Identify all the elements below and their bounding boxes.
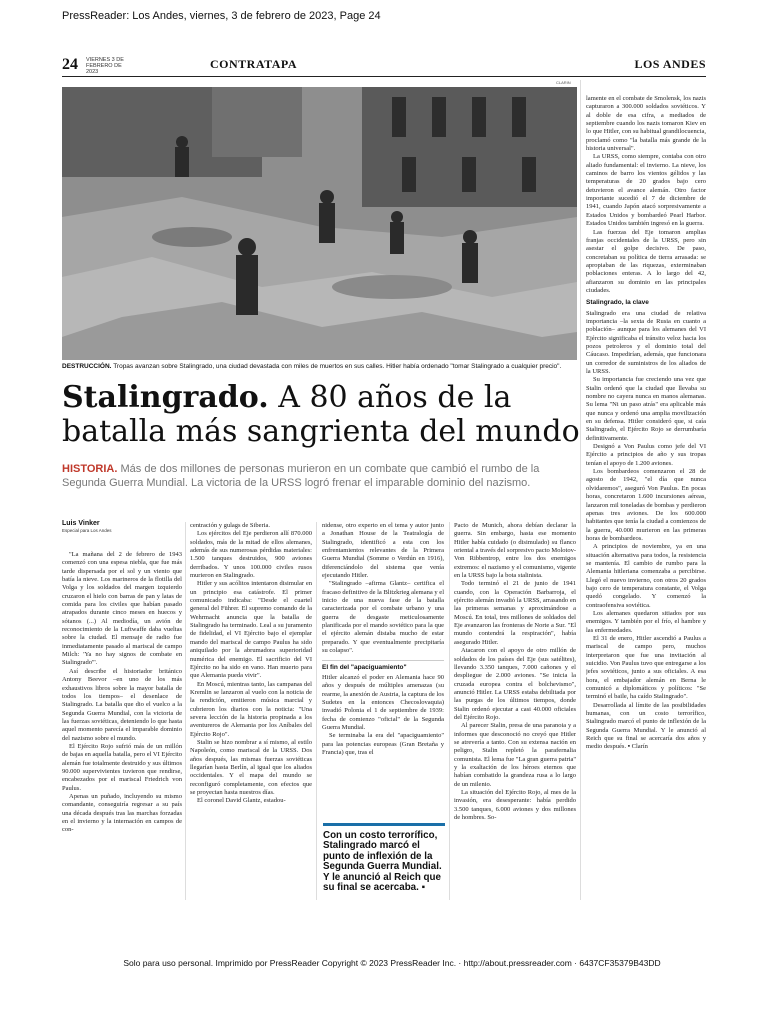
pressreader-header: PressReader: Los Andes, viernes, 3 de febrero de 2023, Page 24 (62, 10, 381, 22)
paragraph: Todo terminó el 21 de junio de 1941 cuando, con la Operación Barbarroja, el ejército alemán invadió la URSS, arrasando en las primeras semanas y aproximándose a Moscú. En total, tres millones de soldados del Eje avanzaron las fronteras de Norte a Sur. "El mundo contendrá la respiración", había asegurado Hitler. (454, 580, 576, 646)
column-4 (454, 522, 576, 822)
paragraph: Hitler y sus acólitos intentaron disimular en un principio esa catástrofe. El primer comunicado indicaba: "Desde el cuartel general del Führer. El supremo comando de la Wehrmacht anuncia que la batalla de Stalingrado ha terminado. Leal a su juramento de fidelidad, el VI Ejército bajo el ejemplar mando del mariscal de campo Paulus ha sido aniquilado por la abrumadora superioridad numérica del enemigo. El sacrificio del VI Ejército no ha sido en vano. Han muerto para que Alemania pueda vivir". (190, 580, 312, 680)
byline-role: Especial para Los Andes (62, 528, 112, 533)
column-divider (580, 80, 581, 900)
paragraph: Apenas un puñado, incluyendo su mismo comandante, conseguiría regresar a su país una década después tras las marchas forzadas en el invierno y la internación en campos de con- (62, 792, 182, 834)
paragraph: Al parecer Stalin, presa de una paranoia y a informes que desconoció no creyó que Hitler se atrevería a tanto. Con su extensa nación en peligro, Stalin repletó la parafernalia comunista. El lema fue "La gran guerra patria" y la exaltación de los héroes eternos que habían combatido la grandeza rusa a lo largo de un milenio. (454, 722, 576, 788)
pressreader-footer: Solo para uso personal. Imprimido por PressReader Copyright © 2023 PressReader Inc. · http://about.pressreader.com · 6437CF35379B43DD (123, 958, 661, 968)
paragraph: nidense, otro experto en el tema y autor junto a Jonathan House de la Teatralogía de Stalingrado, identificó a esta con los enfrentamientos relevantes de la Primera Guerra Mundial (Somme o Verdún en 1916), diferenciándolo del sistema que venía ejecutando Hitler. (322, 522, 444, 580)
page-number: 24 (62, 56, 78, 73)
paragraph: Stalin se hizo nombrar a sí mismo, al estilo Napoleón, como mariscal de la URSS. Dos años después, las mismas fuerzas soviéticas llegarían hasta Berlín, al igual que los aliados occidentales. Y el mapa del mundo se reconfiguró completamente, con efectos que se proyectan hasta nuestros días. (190, 738, 312, 796)
paragraph: Desarrollada al límite de las posibilidades humanas, con un costo terrorífico, Stalingrado marcó el punto de inflexión de la Segunda Guerra Mundial. Y le anunció al Reich que su final se acercaría dos años y medio después. ▪ Clarín (586, 701, 706, 751)
column-2 (190, 522, 312, 806)
deck-kicker: HISTORIA. (62, 463, 118, 475)
folio-date-line1: VIERNES 3 DE (86, 57, 124, 63)
paragraph: Se terminaba la era del "apaciguamiento" para las potencias europeas (Gran Bretaña y Francia) que, tras el (322, 732, 444, 756)
paragraph: centración y gulags de Siberia. (190, 522, 270, 529)
deck (62, 463, 567, 490)
paragraph: Pacto de Munich, ahora debían declarar la guerra. Sin embargo, hasta ese momento Hitler había cuidado (o disimulado) su flanco oriental a través del sorpresivo pacto Molotov-Von Ribbentrop, entre los dos enemigos extremos: el nazismo y el comunismo, vigente en la URSS bajo la bota stalinista. (454, 522, 576, 580)
paragraph: Su importancia fue creciendo una vez que Stalin ordenó que la ciudad que llevaba su nombre no cayera nunca en manos alemanas. Su lema "Ni un paso atrás" era aplicable más que nunca y ordenó una amplia movilización en su defensa. Hitler consideró que, si caía Stalingrado, el Ejército Rojo se derrumbaría definitivamente. (586, 376, 706, 442)
subheading: Stalingrado, la clave (586, 299, 649, 307)
photo-credit: CLARIN (556, 80, 571, 85)
paragraph: "Stalingrado –afirma Glantz– certifica el fracaso definitivo de la Blitzkrieg alemana y el inicio de una nueva fase de la batalla caracterizada por el combate urbano y una guerra de desgaste meticulosamente planificada por el mando soviético para la que el ejército alemán distaba mucho de estar preparado. Y que eventualmente precipitaría su colapso". (322, 580, 444, 655)
paragraph: Así describe el historiador británico Antony Beevor –en uno de los más exhaustivos libros sobre la mayor batalla de todos los tiempos– el desenlace de Stalingrado. La batalla que dio el vuelco a la Segunda Guerra Mundial, con la victoria de las fuerzas soviéticas, deteniendo lo que hasta aquel momento parecía el imparable dominio del nazismo sobre el mundo. (62, 667, 182, 742)
paragraph: El 31 de enero, Hitler ascendió a Paulus a mariscal de campo pero, muchos interpretaron que fue una invitación al suicidio. Von Paulus tuvo que entregarse a los jefes soviéticos, junto a sus oficiales. A esa hora, el embajador alemán en Berna le comunicó a diplomáticos y políticos: "Se terminó el baile, ha caído Stalingrado". (586, 635, 706, 701)
pull-quote: Con un costo terrorífico, Stalingrado marcó el punto de inflexión de la Segunda Guerra Mundial. Y le anunció al Reich que su final se acercaba. ▪ (323, 823, 445, 893)
column-divider (185, 522, 186, 900)
column-5 (586, 95, 706, 752)
paragraph: Los bombardeos comenzaron el 28 de agosto de 1942, "el día que nunca olvidaremos", aseguró Von Paulus. En pocas horas, concretaron 1.600 incursiones aéreas, lanzaron mil toneladas de bombas y perdieron apenas tres aviones. De los 600.000 habitantes que tenía la ciudad a comienzos de la guerra, 40.000 murieron en las primeras horas de bombardeos. (586, 468, 706, 542)
folio-bar (62, 54, 706, 77)
folio-date (86, 57, 134, 75)
paragraph: Designó a Von Paulus como jefe del VI Ejército a principios de año y sus tropas tenían el apoyo de 1.200 aviones. (586, 443, 706, 467)
headline-bold: Stalingrado. (62, 380, 269, 415)
caption-text: Tropas avanzan sobre Stalingrado, una ciudad devastada con miles de muertos en sus calles. Hitler había ordenado "tomar Stalingrado a cualquier precio". (113, 363, 562, 370)
paragraph: Los alemanes quedaron sitiados por sus enemigos. Y también por el frío, el hambre y las enfermedades. (586, 609, 706, 634)
paragraph: Atacaron con el apoyo de otro millón de soldados de los países del Eje (sus satélites), llevando 3.350 tanques, 7.000 cañones y el despliegue de 2.000 aviones. "Se inicia la cruzada europea contra el bolchevismo", anunció Hitler. La URSS estaba debilitada por las purgas de los últimos tiempos, donde Stalin ordenó ejecutar a casi 40.000 oficiales del Ejército Rojo. (454, 647, 576, 721)
caption-label: DESTRUCCIÓN. (62, 363, 112, 370)
byline (62, 520, 182, 533)
subheading: El fin del "apaciguamiento" (322, 660, 444, 672)
section-title: CONTRATAPA (210, 57, 297, 71)
paragraph: "La mañana del 2 de febrero de 1943 comenzó con una espesa niebla, que fue más tarde dispersada por el sol y un viento que batía la nieve. Los marineros de la flotilla del Volga y los soldados del margen izquierdo cruzaron el hielo con barras de pan y latas de comida para los civiles que habían pasado atrapados durante cinco meses en huecos y sótanos (...) Al mediodía, un avión de reconocimiento de la Luftwaffe daba vueltas sobre la ciudad. El mensaje de radio fue inmediatamente pasado al mariscal de campo Milch: 'Ya no hay signos de combate en Stalingrado'". (62, 551, 182, 667)
paragraph: A principios de noviembre, ya en una situación alternativa para todos, la resistencia se mantenía. El cambio de rumbo para la Alemania hitleriana comenzaba a percibirse. Llegó el nuevo invierno, con otros 20 grados bajo cero de temperatura constante, el Volga quedó congelado. Y comenzó la contraofensiva soviética. (586, 543, 706, 609)
brand-logo: LOS ANDES (634, 57, 706, 71)
war-photo (62, 87, 577, 360)
headline-rest: A 80 años de la batalla más sangrienta del mundo (62, 380, 580, 449)
ruins-illustration (62, 87, 577, 360)
paragraph: La situación del Ejército Rojo, al mes de la invasión, era desesperante: había perdido 3.500 tanques, 6.000 aviones y dos millones de hombres. So- (454, 789, 576, 822)
byline-name: Luis Vinker (62, 520, 100, 527)
photo-caption (62, 362, 577, 371)
paragraph: La URSS, como siempre, contaba con otro aliado fundamental: el invierno. La nieve, los caminos de barro los vientos gélidos y las temperaturas de 20 grados bajo cero detuvieron el avance alemán. Otro factor importante sucedió el 7 de diciembre de 1941, cuando Japón atacó sorpresivamente a Estados Unidos y bombardeó Pearl Harbor. Estados Unidos también ingresó en la guerra. (586, 153, 706, 228)
column-3 (322, 522, 444, 757)
paragraph: lamente en el combate de Smolensk, los nazis capturaron a 300.000 soldados soviéticos. Y al doble de esa cifra, a mediados de septiembre cuando los nazis tomaron Kiev en lo que Hitler, con su habitual grandilocuencia, proclamó como "la batalla más grande de la historia universal". (586, 95, 706, 153)
column-1 (62, 551, 182, 835)
paragraph: Las fuerzas del Eje tomaron amplias franjas occidentales de la URSS, pero sin asestar el golpe decisivo. De paso, concretaban su política de tierra arrasada: se apropiaban de las riquezas, exterminaban poblaciones enteras. A lo largo del 42, afianzaron su dominio en las principales ciudades. (586, 228, 706, 294)
deck-text: Más de dos millones de personas murieron en un combate que cambió el rumbo de la Segunda Guerra Mundial. La victoria de la URSS logró frenar el imparable dominio del nazismo. (62, 463, 540, 489)
paragraph: En Moscú, mientras tanto, las campanas del Kremlin se lanzaron al vuelo con la noticia de la rendición, emitieron música marcial y cubrieron los diarios con la noticia: "Una severa lección de la historia propinada a los aventureros de Alemania por los Aníbales del Ejército Rojo". (190, 680, 312, 738)
paragraph: Hitler alcanzó el poder en Alemania hace 90 años y después de múltiples amenazas (su rearme, la anexión de Austria, la captura de los Sudetes en la entonces Checoslovaquia) invadió Polonia el 1 de septiembre de 1939: fecha de comienzo "oficial" de la Segunda Guerra Mundial. (322, 673, 444, 731)
paragraph: Stalingrado era una ciudad de relativa importancia –la sexta de Rusia en cuanto a población– aunque para los alemanes del VI Ejército significaba el tránsito veloz hacia los pozos petroleros y el dominio total del Cáucaso. Impedirían, además, que funcionara un corredor de suministros de los aliados de la URSS. (586, 309, 706, 375)
paragraph: El Ejército Rojo sufrió más de un millón de bajas en aquella batalla, pero el VI Ejército alemán fue totalmente destruido y sus últimos 90.000 supervivientes tuvieron que rendirse, encabezados por el mariscal Friedrich von Paulus. (62, 742, 182, 792)
folio-date-line2: FEBRERO DE 2023 (86, 63, 122, 75)
paragraph: Los ejércitos del Eje perdieron allí 870.000 soldados, más de la mitad de ellos alemanes, además de sus numerosas pérdidas materiales: 1.500 tanques destruidos, 900 aviones derribados. Y unos 100.000 civiles rusos murieron en Stalingrado. (190, 530, 312, 580)
paragraph: El coronel David Glantz, estadou- (197, 797, 286, 805)
headline (62, 381, 582, 449)
column-divider (316, 522, 317, 900)
column-divider (449, 522, 450, 900)
